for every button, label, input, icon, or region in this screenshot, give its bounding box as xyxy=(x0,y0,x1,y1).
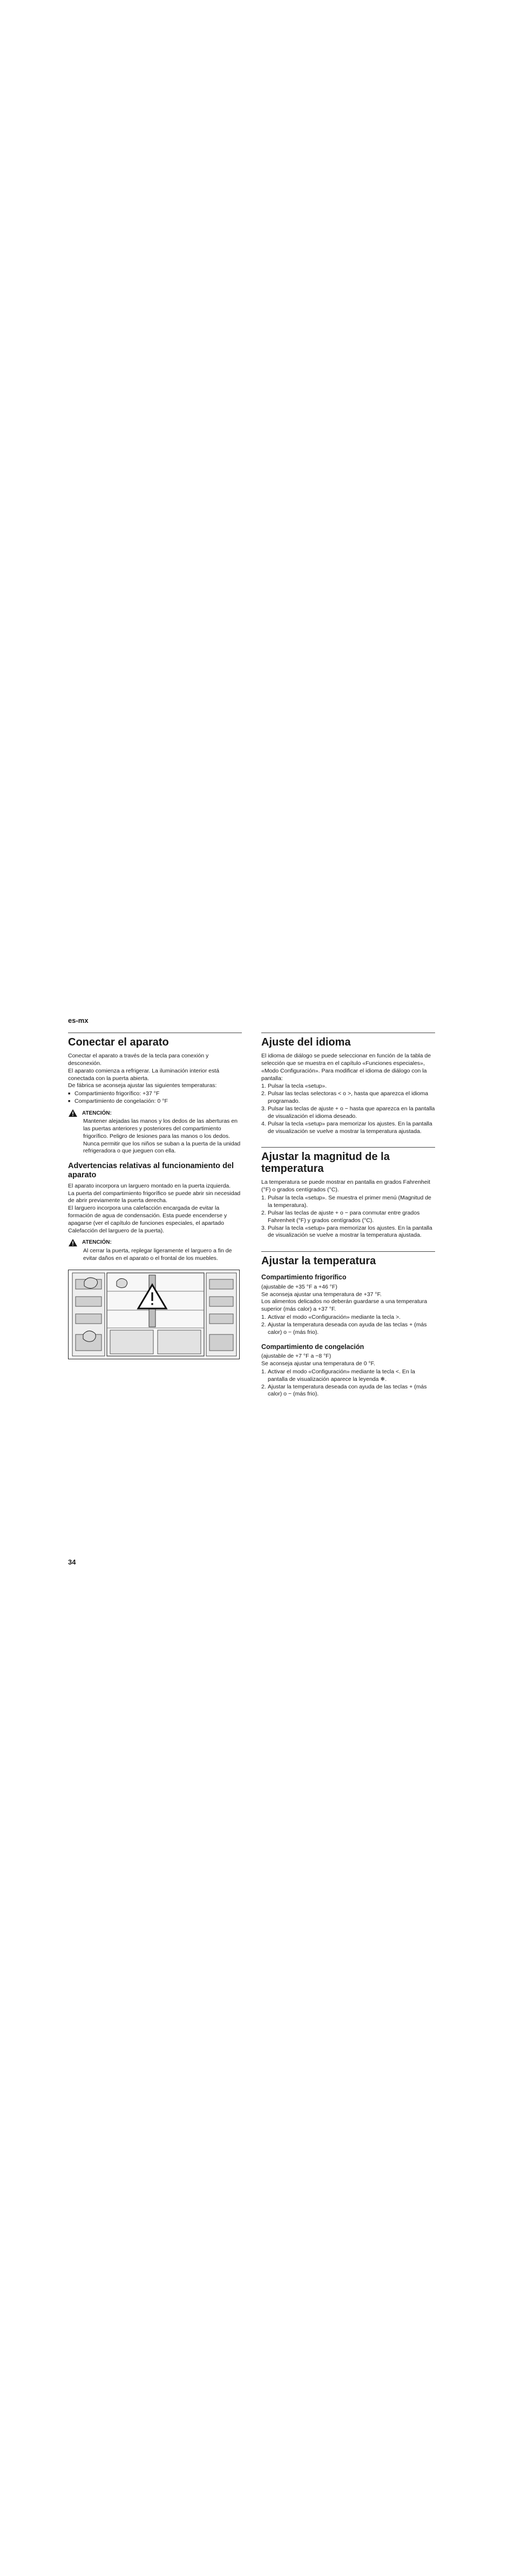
step-item: 2. Ajustar la temperatura deseada con ayuda de las teclas + (más calor) o − (más frio). xyxy=(261,1383,427,1398)
list-item: ■ Compartimiento de congelación: 0 °F xyxy=(68,1098,242,1105)
step-item: 2. Pulsar las teclas de ajuste + o − para conmutar entre grados Fahrenheit (°F) y grados centígrados (°C). xyxy=(261,1209,420,1224)
step-item: 4. Pulsar la tecla «setup» para memorizar los ajustes. En la pantalla de visualización se vuelve a mostrar la temperatura ajustada. xyxy=(261,1120,432,1135)
warning-icon xyxy=(68,1238,78,1247)
warning-icon xyxy=(68,1109,78,1117)
intro-paragraph: De fábrica se aconseja ajustar las siguientes temperaturas: xyxy=(68,1082,217,1089)
warning-block xyxy=(68,1109,242,1155)
magnitude-steps xyxy=(261,1195,435,1239)
operation-warnings-heading: Advertencias relativas al funcionamiento del aparato xyxy=(68,1162,234,1179)
connect-heading: Conectar el aparato xyxy=(68,1036,169,1048)
step-item: 2. Ajustar la temperatura deseada con ayuda de las teclas + (más calor) o − (más frio). xyxy=(261,1321,427,1336)
section-rule xyxy=(261,1147,435,1148)
step-item: 1. Activar el modo «Configuración» mediante la tecla <. En la pantalla de visualización aparece la leyenda ❄. xyxy=(261,1368,415,1383)
step-item: 3. Pulsar las teclas de ajuste + o − hasta que aparezca en la pantalla de visualización el idioma deseado. xyxy=(261,1105,435,1120)
language-steps xyxy=(261,1083,435,1135)
fridge-range: (ajustable de +35 °F a +46 °F) xyxy=(261,1283,337,1290)
warning-label: ATENCIÓN: xyxy=(82,1239,112,1246)
warning-text: Mantener alejadas las manos y los dedos de las aberturas en las puertas anteriores y posteriores del compartimiento frigorífico. Peligro de lesiones para las manos o los dedos. Nunca permitir que los niños se suban a la puerta de la unidad refrigeradora o que jueguen con ella. xyxy=(83,1118,241,1155)
magnitude-heading: Ajustar la magnitud de la temperatura xyxy=(261,1151,390,1175)
list-item: ■ Compartimiento frigorífico: +37 °F xyxy=(68,1090,242,1098)
warning-text: Al cerrar la puerta, replegar ligeramente el larguero a fin de evitar daños en el aparato o el frontal de los muebles. xyxy=(83,1247,232,1262)
language-heading: Ajuste del idioma xyxy=(261,1036,351,1048)
intro-paragraph: El aparato comienza a refrigerar. La iluminación interior está conectada con la puerta abierta. xyxy=(68,1067,220,1082)
intro-paragraph: Conectar el aparato a través de la tecla para conexión y desconexión. xyxy=(68,1053,209,1067)
body-paragraph: El aparato incorpora un larguero montado en la puerta izquierda. xyxy=(68,1182,231,1189)
fridge-recommendation: Se aconseja ajustar una temperatura de +37 °F. xyxy=(261,1291,382,1298)
fridge-note: Los alimentos delicados no deberán guardarse a una temperatura superior (más calor) a +37 °F. xyxy=(261,1298,428,1313)
section-rule xyxy=(261,1251,435,1252)
body-paragraph: La puerta del compartimiento frigorífico se puede abrir sin necesidad de abrir previamente la puerta derecha. xyxy=(68,1190,241,1204)
fridge-subheading: Compartimiento frigorífico xyxy=(261,1273,347,1282)
fridge-steps xyxy=(261,1314,435,1337)
right-column xyxy=(261,1033,435,1400)
freezer-subheading: Compartimiento de congelación xyxy=(261,1343,364,1351)
left-column xyxy=(68,1033,242,1362)
freezer-recommendation: Se aconseja ajustar una temperatura de 0 °F. xyxy=(261,1360,375,1367)
language-intro: El idioma de diálogo se puede seleccionar en función de la tabla de selección que se muestra en el capítulo «Funciones especiales», «Modo Configuración». Para modificar el idioma de diálogo con la pantalla: xyxy=(261,1053,431,1082)
step-item: 2. Pulsar las teclas selectoras < o >, hasta que aparezca el idioma programado. xyxy=(261,1090,429,1105)
step-item: 1. Pulsar la tecla «setup». xyxy=(261,1083,327,1090)
body-paragraph: El larguero incorpora una calefacción encargada de evitar la formación de agua de condensación. Esta puede encenderse y apagarse (ver el capítulo de funciones especiales, el apartado Calefacción del larguero de la puerta). xyxy=(68,1205,227,1234)
temperature-heading: Ajustar la temperatura xyxy=(261,1255,376,1267)
door-mullion-illustration xyxy=(68,1270,240,1359)
freezer-range: (ajustable de +7 °F a −8 °F) xyxy=(261,1353,331,1360)
freezer-steps xyxy=(261,1368,435,1398)
page-number: 34 xyxy=(68,1558,76,1566)
warning-label: ATENCIÓN: xyxy=(82,1110,112,1116)
step-item: 3. Pulsar la tecla «setup» para memorizar los ajustes. En la pantalla de visualización se vuelve a mostrar la temperatura ajustada. xyxy=(261,1224,432,1239)
warning-block xyxy=(68,1238,242,1263)
locale-tag: es-mx xyxy=(68,1016,89,1024)
step-item: 1. Activar el modo «Configuración» mediante la tecla >. xyxy=(261,1314,401,1321)
magnitude-intro: La temperatura se puede mostrar en pantalla en grados Fahrenheit (°F) o grados centígrados (°C). xyxy=(261,1179,430,1193)
temperature-list xyxy=(68,1090,242,1105)
step-item: 1. Pulsar la tecla «setup». Se muestra el primer menú (Magnitud de la temperatura). xyxy=(261,1195,431,1209)
